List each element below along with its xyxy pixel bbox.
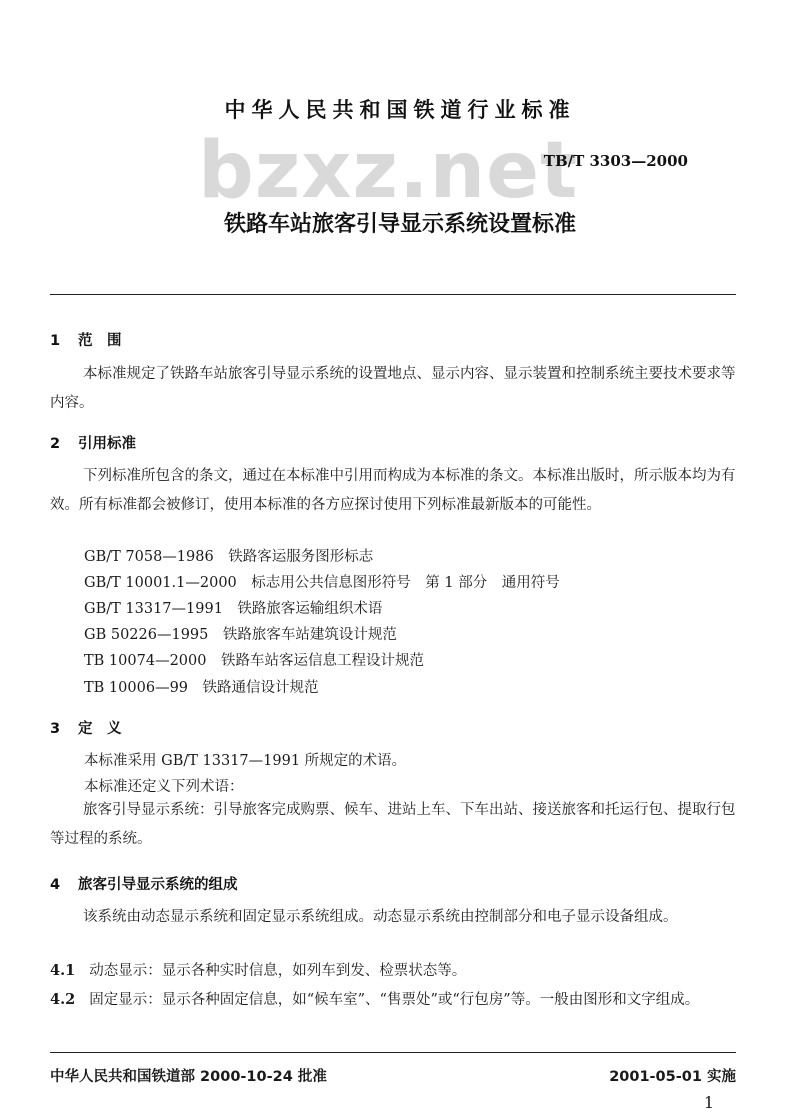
section-3-definition: 旅客引导显示系统：引导旅客完成购票、候车、进站上车、下车出站、接送旅客和托运行包、提取行包等过程的系统。 <box>50 802 736 847</box>
section-title: 定 义 <box>78 721 122 737</box>
reference-item: GB/T 10001.1—2000 标志用公共信息图形符号 第 1 部分 通用符号 <box>84 575 560 591</box>
subsection-number: 4.2 <box>50 991 76 1008</box>
section-number: 2 <box>50 436 61 452</box>
subsection-4-1 <box>50 956 740 986</box>
section-3-heading <box>50 717 122 738</box>
section-2-paragraph: 下列标准所包含的条文，通过在本标准中引用而构成为本标准的条文。本标准出版时，所示版本均为有效。所有标准都会被修订，使用本标准的各方应探讨使用下列标准最新版本的可能性。 <box>50 468 736 513</box>
section-3-line-1: 本标准采用 GB/T 13317—1991 所规定的术语。 <box>84 753 407 769</box>
section-number: 4 <box>50 877 61 893</box>
footer-divider <box>50 1052 736 1053</box>
section-title: 引用标准 <box>78 436 136 452</box>
section-1-heading <box>50 329 122 350</box>
document-title: 铁路车站旅客引导显示系统设置标准 <box>223 212 576 237</box>
subsection-number: 4.1 <box>50 962 76 979</box>
section-4-heading <box>50 873 238 894</box>
section-2-heading <box>50 432 136 453</box>
section-number: 3 <box>50 721 61 737</box>
approval-line: 中华人民共和国铁道部 2000-10-24 批准 <box>50 1069 327 1085</box>
section-4-paragraph: 该系统由动态显示系统和固定显示系统组成。动态显示系统由控制部分和电子显示设备组成。 <box>83 909 678 925</box>
subsection-text: 固定显示：显示各种固定信息，如“候车室”、“售票处”或“行包房”等。一般由图形和文字组成。 <box>89 992 700 1008</box>
reference-item: GB/T 7058—1986 铁路客运服务图形标志 <box>84 549 374 565</box>
reference-item: TB 10074—2000 铁路车站客运信息工程设计规范 <box>84 653 424 669</box>
subsection-text: 动态显示：显示各种实时信息，如列车到发、检票状态等。 <box>89 963 467 979</box>
top-divider <box>50 294 736 295</box>
section-3-line-2: 本标准还定义下列术语： <box>84 779 244 795</box>
watermark: bzxz.net <box>198 126 579 216</box>
standard-category-title: 中华人民共和国铁道行业标准 <box>224 98 576 122</box>
section-1-paragraph: 本标准规定了铁路车站旅客引导显示系统的设置地点、显示内容、显示装置和控制系统主要技术要求等内容。 <box>50 366 736 411</box>
page-number: 1 <box>703 1093 714 1112</box>
section-title: 范 围 <box>78 333 122 349</box>
section-number: 1 <box>50 333 61 349</box>
reference-item: TB 10006—99 铁路通信设计规范 <box>84 680 319 696</box>
reference-item: GB/T 13317—1991 铁路旅客运输组织术语 <box>84 601 383 617</box>
subsection-4-2 <box>50 985 740 1015</box>
implementation-date: 2001-05-01 实施 <box>609 1069 736 1085</box>
standard-code: TB/T 3303—2000 <box>543 152 688 170</box>
section-title: 旅客引导显示系统的组成 <box>78 877 238 893</box>
reference-item: GB 50226—1995 铁路旅客车站建筑设计规范 <box>84 627 397 643</box>
